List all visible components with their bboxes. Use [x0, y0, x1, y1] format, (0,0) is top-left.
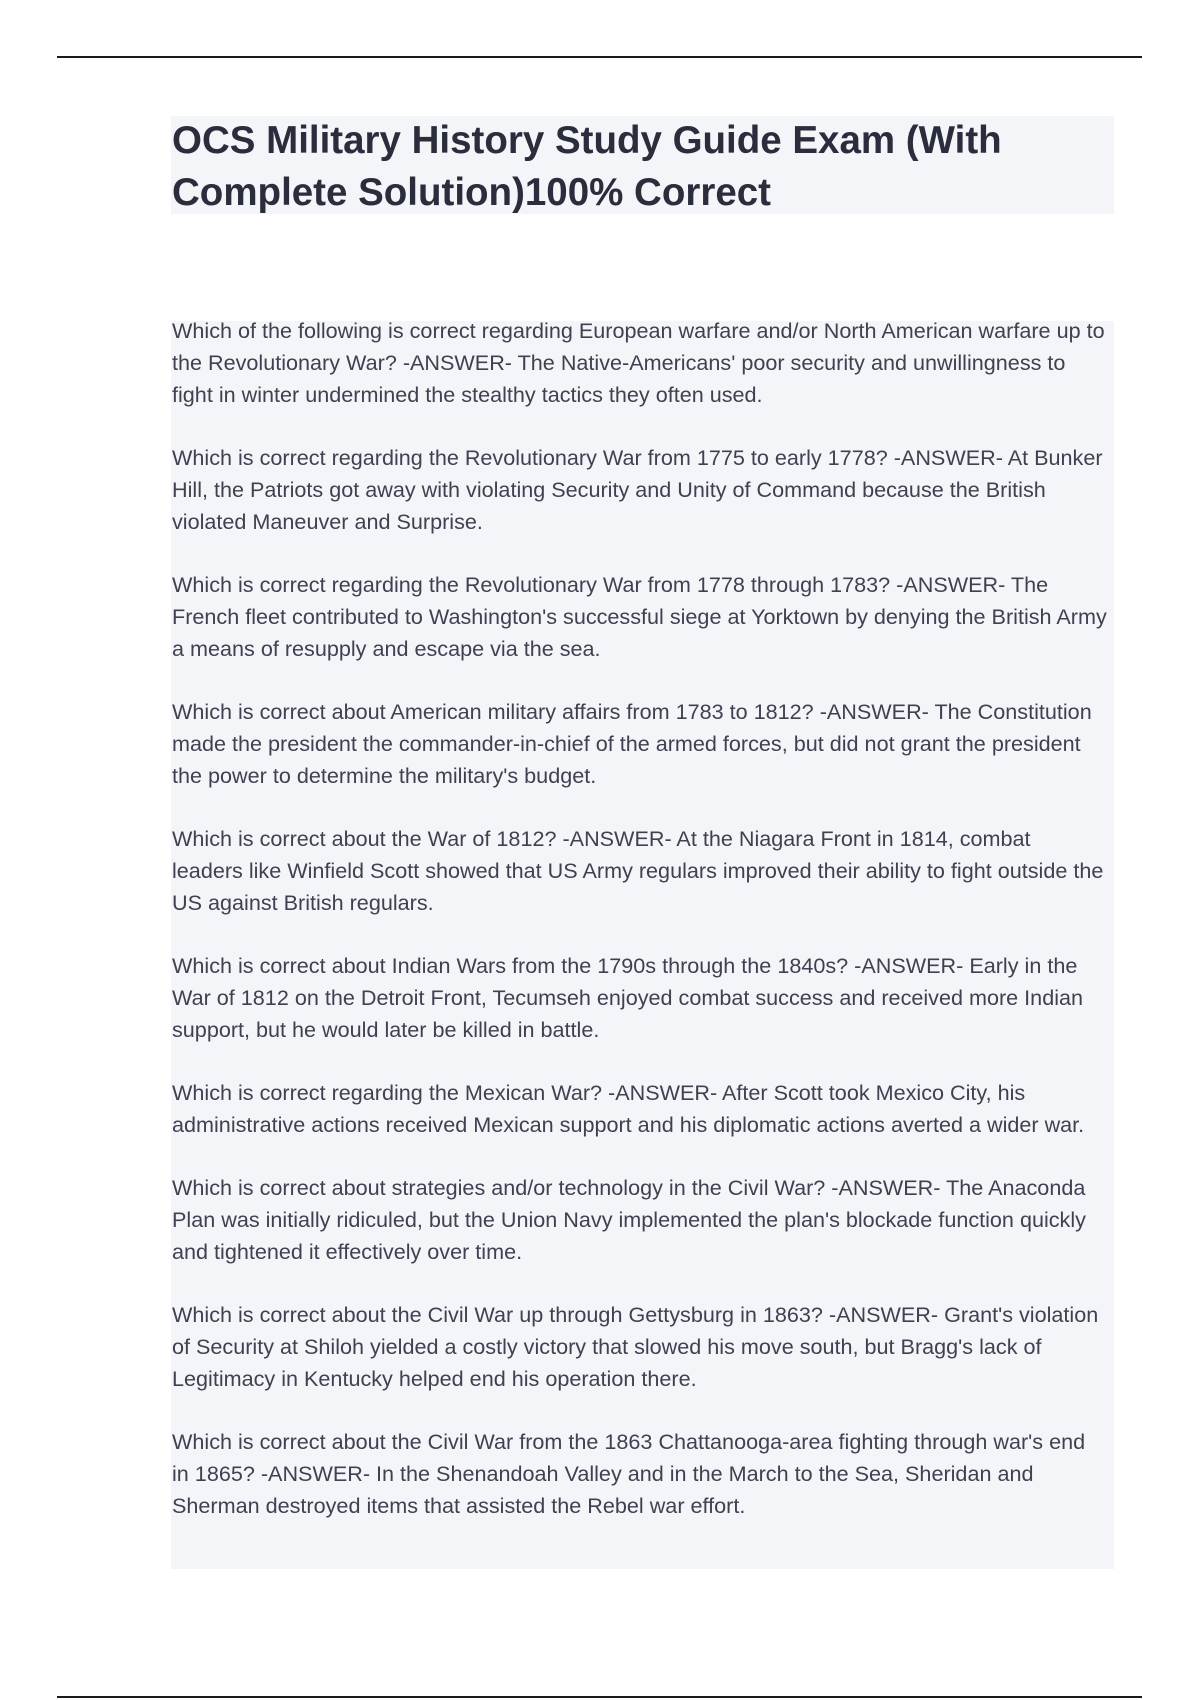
qa-entry-10: Which is correct about the Civil War from the 1863 Chattanooga-area fighting through war's end in 1865? -ANSWER- In the Shenandoah Valley and in the March to the Sea, Sheridan and Sherman destroyed items that assisted the Rebel war effort.: [172, 1429, 1086, 1518]
qa-list: [171, 318, 1114, 1569]
qa-entry-5: Which is correct about the War of 1812? -ANSWER- At the Niagara Front in 1814, combat leaders like Winfield Scott showed that US Army regulars improved their ability to fight outside the US against British regulars.: [172, 826, 1104, 915]
qa-entry-3: Which is correct regarding the Revolutionary War from 1778 through 1783? -ANSWER- The French fleet contributed to Washington's successful siege at Yorktown by denying the British Army a means of resupply and escape via the sea.: [172, 572, 1107, 661]
qa-entry-6: Which is correct about Indian Wars from the 1790s through the 1840s? -ANSWER- Early in the War of 1812 on the Detroit Front, Tecumseh enjoyed combat success and received more Indian support, but he would later be killed in battle.: [172, 953, 1084, 1042]
qa-entry-7: Which is correct regarding the Mexican War? -ANSWER- After Scott took Mexico City, his administrative actions received Mexican support and his diplomatic actions averted a wider war.: [172, 1080, 1085, 1137]
title-block: [171, 116, 1114, 214]
document-title: OCS Military History Study Guide Exam (With Complete Solution)100% Correct: [172, 119, 1002, 214]
qa-entry-4: Which is correct about American military affairs from 1783 to 1812? -ANSWER- The Constitution made the president the commander-in-chief of the armed forces, but did not grant the president the power to determine the military's budget.: [172, 699, 1092, 788]
bottom-divider: [57, 1696, 1142, 1698]
top-divider: [57, 56, 1142, 58]
qa-entry-2: Which is correct regarding the Revolutionary War from 1775 to early 1778? -ANSWER- At Bunker Hill, the Patriots got away with violating Security and Unity of Command because the British violated Maneuver and Surprise.: [172, 445, 1103, 534]
qa-entry-1: Which of the following is correct regarding European warfare and/or North American warfare up to the Revolutionary War? -ANSWER- The Native-Americans' poor security and unwillingness to fight in winter undermined the stealthy tactics they often used.: [172, 318, 1105, 407]
qa-entry-8: Which is correct about strategies and/or technology in the Civil War? -ANSWER- The Anaconda Plan was initially ridiculed, but the Union Navy implemented the plan's blockade function quickly and tightened it effectively over time.: [172, 1175, 1086, 1264]
qa-entry-9: Which is correct about the Civil War up through Gettysburg in 1863? -ANSWER- Grant's violation of Security at Shiloh yielded a costly victory that slowed his move south, but Bragg's lack of Legitimacy in Kentucky helped end his operation there.: [172, 1302, 1099, 1391]
